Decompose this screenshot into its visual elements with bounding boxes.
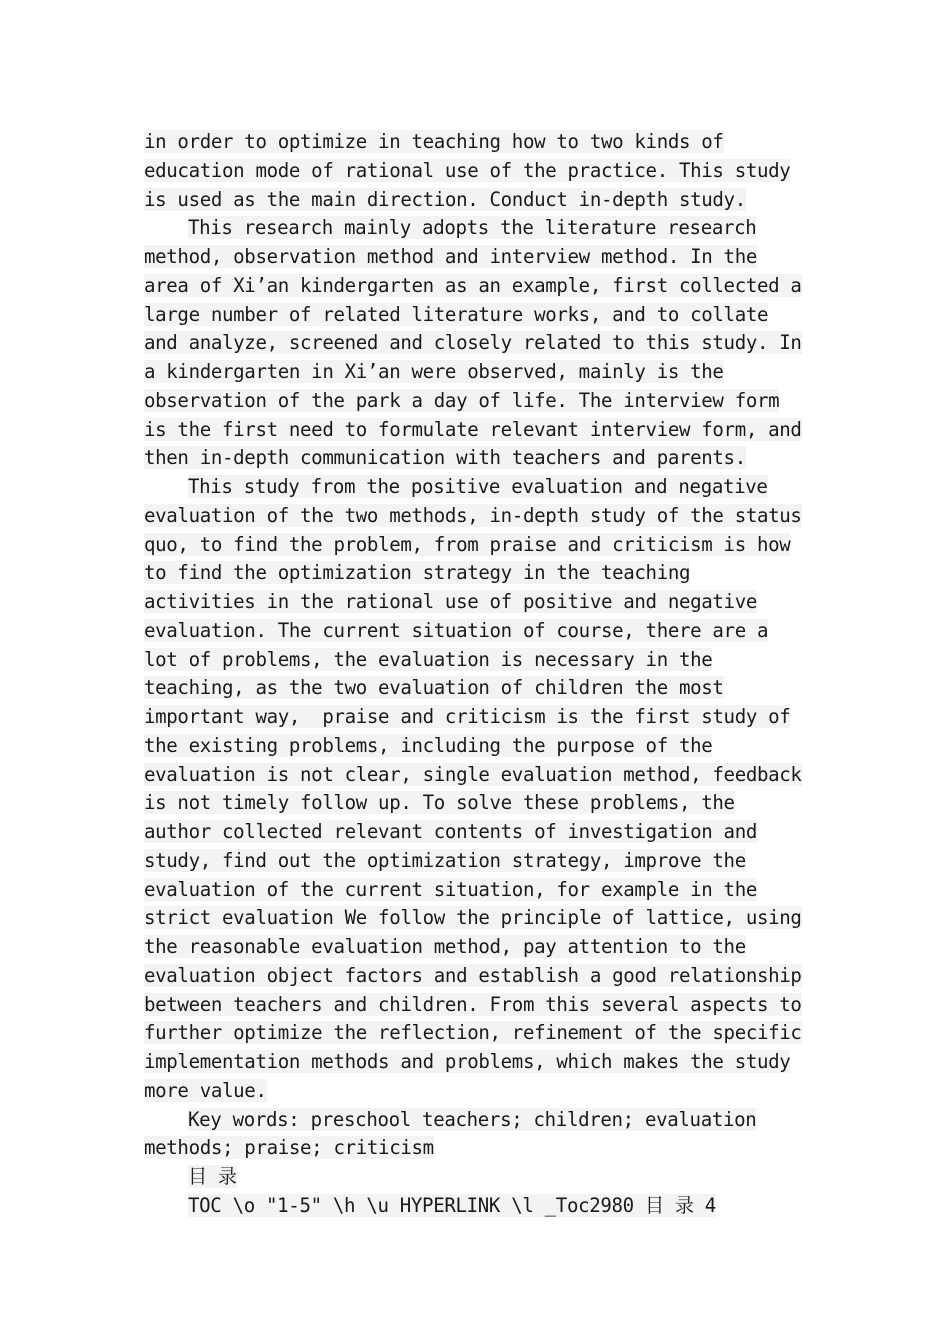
text-line-content: further optimize the reflection, refinement of the specific (144, 1021, 802, 1045)
text-line-content: implementation methods and problems, which makes the study (144, 1050, 791, 1073)
text-line (144, 416, 816, 445)
text-line-content: 目 录 (188, 1165, 237, 1188)
text-line-content: then in-depth communication with teachers and parents. (144, 446, 746, 470)
text-line-content: evaluation. The current situation of course, there are a (144, 618, 769, 642)
text-line-content: more value. (144, 1078, 267, 1102)
text-line-content: TOC \o "1-5" \h \u HYPERLINK \l _Toc2980 目 录 4 (188, 1193, 716, 1217)
text-line-content: the existing problems, including the purpose of the (144, 733, 713, 757)
text-line-content: quo, to find the problem, from praise and criticism is how (144, 532, 791, 556)
text-line (144, 761, 816, 790)
text-line-content: study, find out the optimization strategy, improve the (144, 848, 746, 872)
text-line-content: a kindergarten in Xi’an were observed, mainly is the (144, 360, 724, 383)
text-line-content: and analyze, screened and closely related to this study. In (144, 331, 802, 355)
text-line-content: is the first need to formulate relevant interview form, and (144, 417, 802, 441)
text-line (144, 703, 816, 732)
text-line (144, 1077, 816, 1106)
text-line (144, 358, 816, 387)
text-line (144, 243, 816, 272)
text-line-content: large number of related literature works, and to collate (144, 302, 769, 326)
text-line (144, 646, 816, 675)
text-line (144, 1106, 816, 1135)
text-line (144, 444, 816, 473)
text-line (144, 933, 816, 962)
text-line-content: in order to optimize in teaching how to two kinds of (144, 130, 724, 153)
text-line (144, 473, 816, 502)
text-line-content: This research mainly adopts the literature research (188, 216, 757, 240)
text-line (144, 588, 816, 617)
text-line (144, 818, 816, 847)
text-line (144, 559, 816, 588)
text-line (144, 502, 816, 531)
text-line (144, 876, 816, 905)
text-line (144, 847, 816, 876)
text-line (144, 789, 816, 818)
text-line-content: area of Xi’an kindergarten as an example, first collected a (144, 273, 802, 297)
text-line-content: author collected relevant contents of investigation and (144, 820, 757, 843)
text-line-content: evaluation of the two methods, in-depth study of the status (144, 503, 802, 527)
text-line (144, 186, 816, 215)
text-line (144, 387, 816, 416)
text-line-content: strict evaluation We follow the principle of lattice, using (144, 906, 802, 930)
text-line-content: This study from the positive evaluation and negative (188, 475, 768, 498)
text-line (144, 1048, 816, 1077)
text-line-content: activities in the rational use of positive and negative (144, 590, 757, 613)
text-line-content: evaluation is not clear, single evaluation method, feedback (144, 762, 802, 786)
text-line-content: is not timely follow up. To solve these problems, the (144, 791, 735, 815)
document-body-text (144, 128, 816, 1221)
text-line (144, 329, 816, 358)
text-line (144, 128, 816, 157)
text-line-content: evaluation of the current situation, for example in the (144, 877, 757, 901)
text-line (144, 904, 816, 933)
text-line-content: important way, praise and criticism is the first study of (144, 705, 791, 728)
text-line (144, 732, 816, 761)
text-line-content: education mode of rational use of the practice. This study (144, 158, 791, 182)
text-line (144, 1192, 816, 1221)
text-line (144, 674, 816, 703)
text-line (144, 991, 816, 1020)
text-line-content: evaluation object factors and establish a good relationship (144, 963, 802, 987)
text-line-content: lot of problems, the evaluation is necessary in the (144, 647, 713, 671)
text-line-content: method, observation method and interview method. In the (144, 245, 757, 268)
text-line-content: the reasonable evaluation method, pay attention to the (144, 935, 746, 958)
text-line (144, 1134, 816, 1163)
text-line (144, 214, 816, 243)
text-line (144, 617, 816, 646)
text-line (144, 157, 816, 186)
text-line-content: methods; praise; criticism (144, 1136, 434, 1160)
text-line-content: Key words: preschool teachers; children; evaluation (188, 1107, 757, 1131)
text-line (144, 272, 816, 301)
text-line-content: to find the optimization strategy in the teaching (144, 561, 691, 585)
text-line-content: between teachers and children. From this several aspects to (144, 992, 802, 1016)
text-line (144, 301, 816, 330)
text-line (144, 962, 816, 991)
text-line (144, 1019, 816, 1048)
text-line (144, 1163, 816, 1192)
text-line (144, 531, 816, 560)
text-line-content: is used as the main direction. Conduct in-depth study. (144, 187, 746, 211)
text-line-content: observation of the park a day of life. The interview form (144, 388, 780, 412)
text-line-content: teaching, as the two evaluation of children the most (144, 676, 724, 700)
